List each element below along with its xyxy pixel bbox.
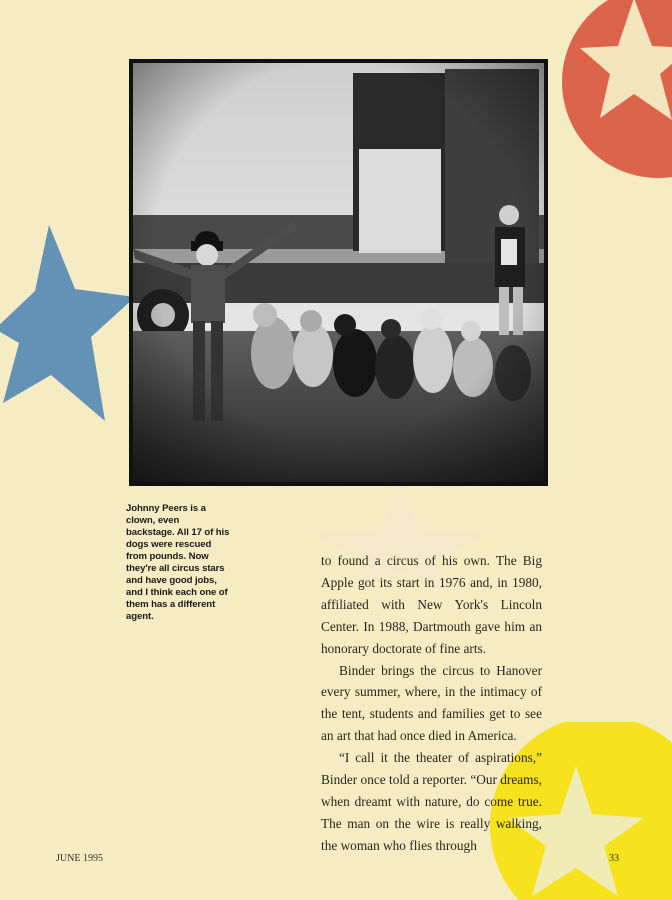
issue-date: JUNE 1995: [56, 853, 103, 864]
article-body: [321, 550, 542, 857]
photo-caption: Johnny Peers is a clown, even backstage. All 17 of his dogs were rescued from pounds. Now they're all circus stars and have good jobs, and I think each one of them has a different agent.: [126, 503, 230, 622]
article-paragraph: “I call it the theater of aspirations,” Binder once told a reporter. “Our dreams, when dreamt with nature, do come true. The man on the wire is really walking, the woman who flies through: [321, 750, 542, 853]
clown-and-dogs-photo-illustration: [133, 63, 544, 482]
article-paragraph: to found a circus of his own. The Big Apple got its start in 1976 and, in 1980, affiliated with New York's Lincoln Center. In 1988, Dartmouth gave him an honorary doctorate of fine arts.: [321, 553, 542, 656]
red-circle-star-decoration: [560, 0, 672, 190]
blue-star-decoration: [0, 225, 135, 425]
circus-photo: [129, 59, 548, 486]
article-paragraph: Binder brings the circus to Hanover every summer, where, in the intimacy of the tent, students and families get to see an art that had once died in America.: [321, 662, 542, 744]
page-number: 33: [609, 853, 619, 864]
